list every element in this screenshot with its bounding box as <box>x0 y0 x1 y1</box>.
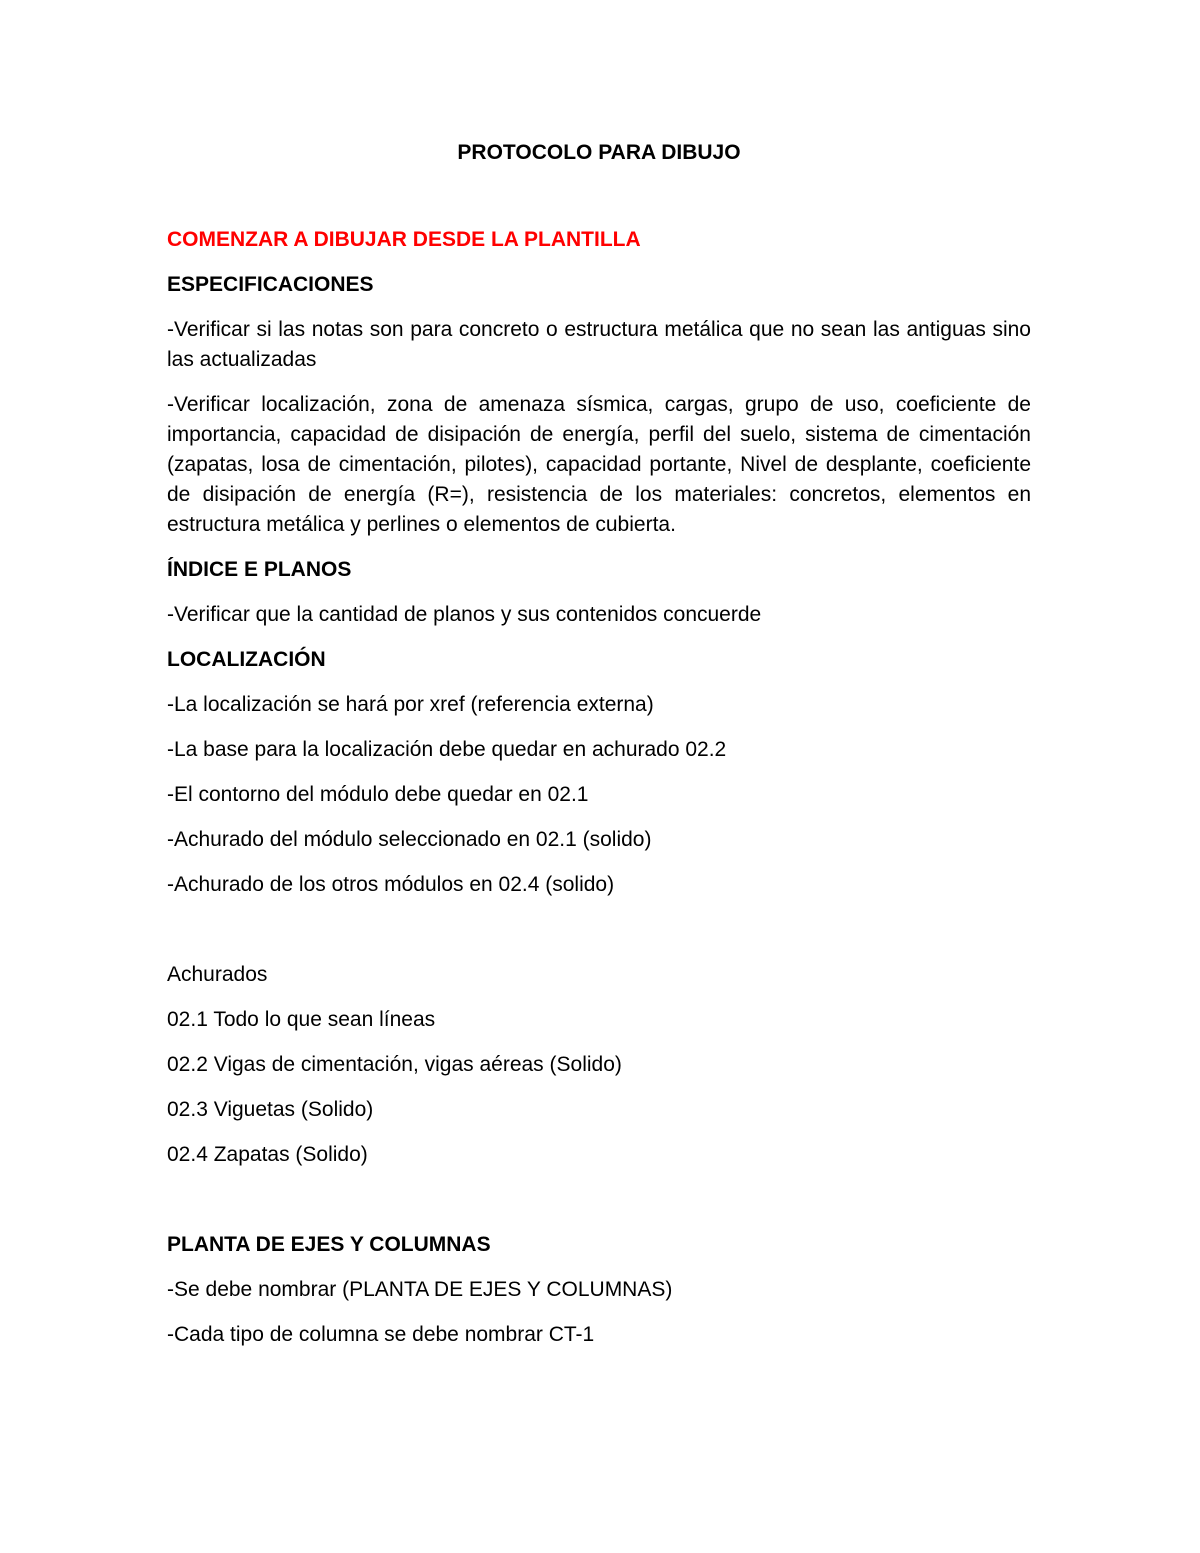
especificaciones-paragraph-2: -Verificar localización, zona de amenaza sísmica, cargas, grupo de uso, coeficiente de importancia, capacidad de disipación de energía, perfil del suelo, sistema de cimentación (zapatas, losa de cimentación, pilotes), capacidad portante, Nivel de desplante, coeficiente de disipación de energía (R=), resistencia de los materiales: concretos, elementos en estructura metálica y perlines o elementos de cubierta. <box>167 393 1031 536</box>
localizacion-item: -El contorno del módulo debe quedar en 02.1 <box>167 783 589 806</box>
localizacion-item: -Achurado de los otros módulos en 02.4 (solido) <box>167 873 615 896</box>
planta-item: -Se debe nombrar (PLANTA DE EJES Y COLUMNAS) <box>167 1278 673 1301</box>
localizacion-item: -La base para la localización debe quedar en achurado 02.2 <box>167 738 727 761</box>
indice-heading: ÍNDICE E PLANOS <box>167 558 352 581</box>
section-spacer <box>167 915 1031 960</box>
achurados-item: 02.3 Viguetas (Solido) <box>167 1098 374 1121</box>
document-page <box>167 138 1031 1365</box>
localizacion-item: -La localización se hará por xref (referencia externa) <box>167 693 654 716</box>
indice-paragraph: -Verificar que la cantidad de planos y sus contenidos concuerde <box>167 603 762 626</box>
planta-item: -Cada tipo de columna se debe nombrar CT-1 <box>167 1323 595 1346</box>
template-instruction-heading: COMENZAR A DIBUJAR DESDE LA PLANTILLA <box>167 228 641 251</box>
achurados-heading: Achurados <box>167 963 268 986</box>
achurados-item: 02.2 Vigas de cimentación, vigas aéreas (Solido) <box>167 1053 622 1076</box>
planta-heading: PLANTA DE EJES Y COLUMNAS <box>167 1233 491 1256</box>
localizacion-item: -Achurado del módulo seleccionado en 02.1 (solido) <box>167 828 652 851</box>
achurados-item: 02.1 Todo lo que sean líneas <box>167 1008 436 1031</box>
document-title: PROTOCOLO PARA DIBUJO <box>457 141 741 164</box>
achurados-item: 02.4 Zapatas (Solido) <box>167 1143 368 1166</box>
localizacion-heading: LOCALIZACIÓN <box>167 648 326 671</box>
section-spacer <box>167 1185 1031 1230</box>
especificaciones-paragraph-1: -Verificar si las notas son para concreto o estructura metálica que no sean las antiguas sino las actualizadas <box>167 318 1031 371</box>
especificaciones-heading: ESPECIFICACIONES <box>167 273 374 296</box>
